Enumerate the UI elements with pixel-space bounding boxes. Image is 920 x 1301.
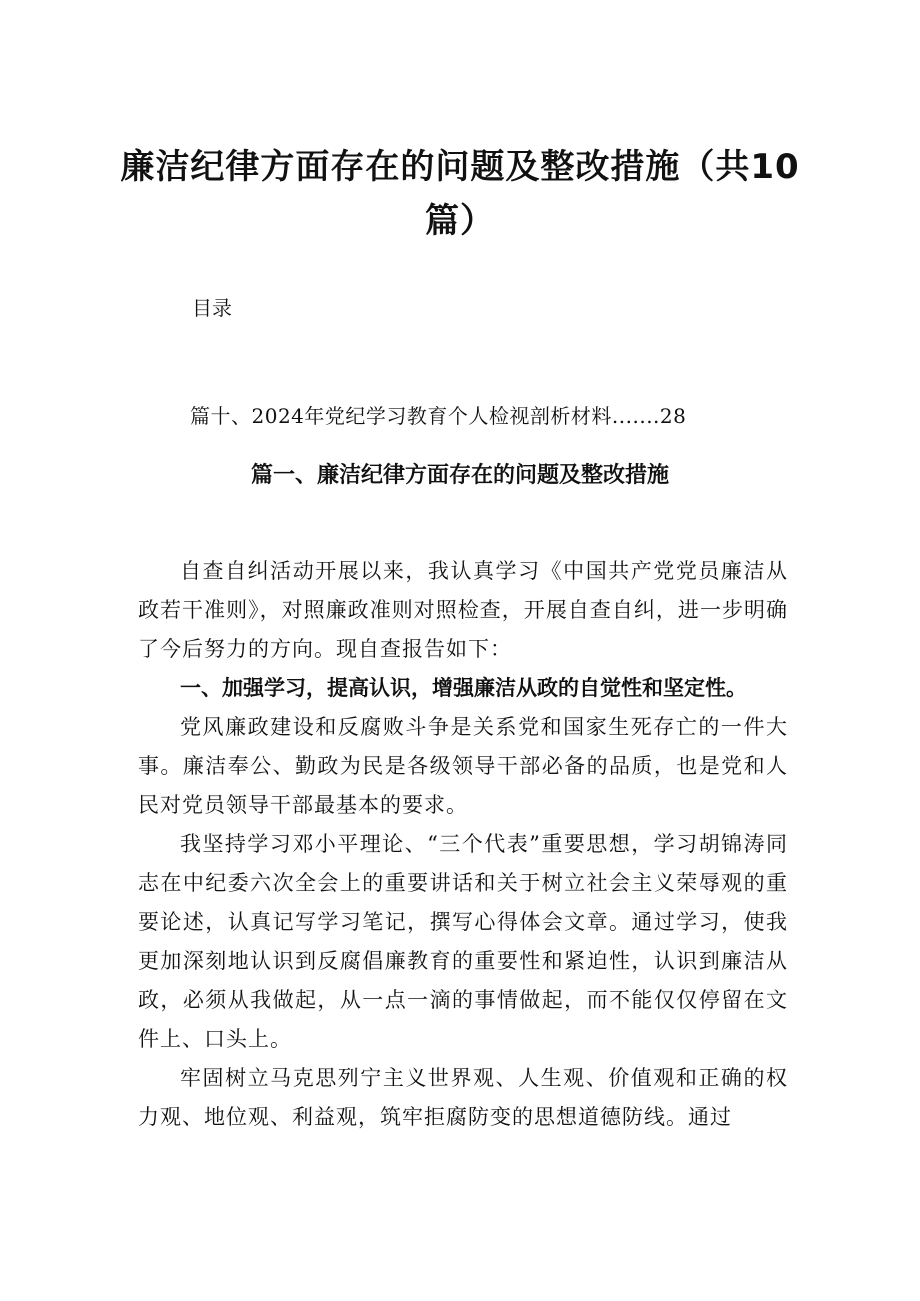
paragraph-2: 党风廉政建设和反腐败斗争是关系党和国家生死存亡的一件大事。廉洁奉公、勤政为民是各级领导干部必备的品质，也是党和人民对党员领导干部最基本的要求。 [138,715,788,817]
toc-item[interactable] [190,400,686,429]
toc-item-label: 篇十、2024年党纪学习教育个人检视剖析材料 [190,404,612,428]
toc-item-page: 28 [659,404,687,428]
section-title: 篇一、廉洁纪律方面存在的问题及整改措施 [250,463,669,488]
toc-item-leader: ....... [611,404,660,428]
paragraph-3: 我坚持学习邓小平理论、“三个代表”重要思想，学习胡锦涛同志在中纪委六次全会上的重要讲话和关于树立社会主义荣辱观的重要论述，认真记写学习笔记，撰写心得体会文章。通过学习，使我更加深刻地认识到反腐倡廉教育的重要性和紧迫性，认识到廉洁从政，必须从我做起，从一点一滴的事情做起，而不能仅仅停留在文件上、口头上。 [138,832,788,1051]
toc-heading: 目录 [192,296,232,320]
document-body [138,552,788,1137]
document-title: 廉洁纪律方面存在的问题及整改措施（共10篇） [120,147,800,241]
paragraph-1: 自查自纠活动开展以来，我认真学习《中国共产党党员廉洁从政若干准则》，对照廉政准则对照检查，开展自查自纠，进一步明确了今后努力的方向。现自查报告如下： [138,559,788,661]
paragraph-heading: 一、加强学习，提高认识，增强廉洁从政的自觉性和坚定性。 [180,676,747,700]
paragraph-4: 牢固树立马克思列宁主义世界观、人生观、价值观和正确的权力观、地位观、利益观，筑牢拒腐防变的思想道德防线。通过 [138,1066,788,1129]
